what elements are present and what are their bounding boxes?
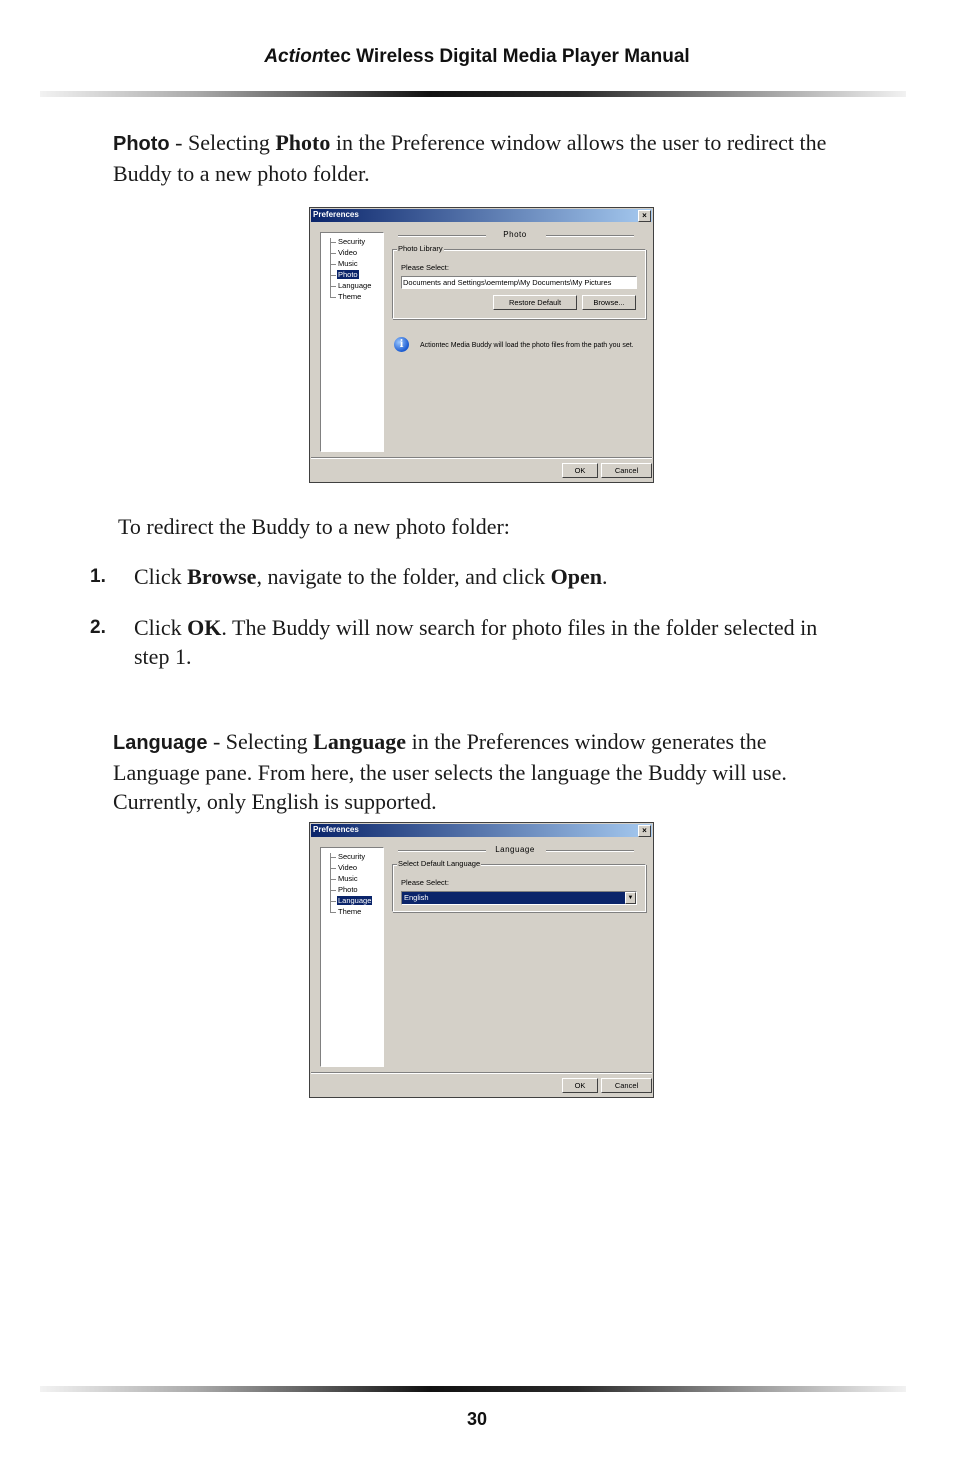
language-preferences-dialog [309, 822, 654, 1098]
language-text-1: - Selecting [207, 729, 314, 754]
tree-item-language[interactable]: Language [338, 896, 372, 905]
dialog-titlebar [311, 209, 652, 222]
photo-bold: Photo [275, 130, 331, 155]
preferences-tree [320, 847, 384, 1067]
tree-item-video[interactable]: Video [338, 863, 358, 872]
info-text: Actiontec Media Buddy will load the photo files from the path you set. [420, 342, 634, 349]
ok-button[interactable]: OK [562, 1078, 598, 1093]
cancel-button[interactable]: Cancel [601, 463, 652, 478]
language-select[interactable] [401, 891, 637, 905]
please-select-label: Please Select: [401, 878, 449, 887]
photo-term: Photo [113, 133, 170, 155]
default-language-group [392, 859, 646, 912]
group-label: Photo Library [398, 244, 443, 253]
pane-title: Photo [503, 230, 527, 239]
tree-item-theme[interactable]: Theme [338, 907, 362, 916]
step-number: 1. [90, 566, 106, 587]
step-number: 2. [90, 617, 106, 638]
photo-path-input[interactable]: Documents and Settings\oemtemp\My Documents\My Pictures [401, 276, 637, 289]
close-icon[interactable]: × [638, 210, 651, 222]
tree-item-video[interactable]: Video [338, 248, 358, 257]
pane-title: Language [495, 845, 535, 854]
chevron-down-icon[interactable]: ▼ [625, 892, 636, 904]
group-label: Select Default Language [398, 859, 481, 868]
please-select-label: Please Select: [401, 263, 449, 272]
page-header [0, 46, 954, 68]
dialog-title: Preferences [313, 825, 359, 834]
ok-button[interactable]: OK [562, 463, 598, 478]
tree-item-language[interactable]: Language [338, 281, 372, 290]
dialog-titlebar [311, 824, 652, 837]
tree-item-photo[interactable]: Photo [338, 885, 358, 894]
restore-default-button[interactable]: Restore Default [493, 295, 577, 310]
language-text-2: in the Preferences window generates the Language pane. From here, the user selects the language the Buddy will use. Currently, only English is supported. [113, 729, 787, 814]
page-number: 30 [466, 1409, 488, 1429]
photo-text-1: - Selecting [169, 130, 276, 155]
tree-item-photo[interactable]: Photo [338, 270, 358, 279]
photo-text-2: in the Preference window allows the user to redirect the Buddy to a new photo folder. [113, 130, 827, 186]
language-paragraph [113, 727, 853, 816]
header-title: tec Wireless Digital Media Player Manual [323, 46, 690, 67]
info-icon: i [394, 337, 409, 352]
language-term: Language [113, 732, 208, 754]
tree-item-music[interactable]: Music [338, 874, 358, 883]
browse-button[interactable]: Browse... [582, 295, 636, 310]
preferences-tree [320, 232, 384, 452]
header-brand: Action [264, 46, 324, 67]
close-icon[interactable]: × [638, 825, 651, 837]
selected-language: English [404, 893, 429, 902]
cancel-button[interactable]: Cancel [601, 1078, 652, 1093]
photo-library-group [392, 244, 646, 319]
tree-item-theme[interactable]: Theme [338, 292, 362, 301]
footer-rule [40, 1386, 906, 1392]
tree-item-security[interactable]: Security [338, 852, 366, 861]
instructions-intro: To redirect the Buddy to a new photo folder: [118, 514, 510, 539]
header-rule [40, 91, 906, 97]
tree-item-security[interactable]: Security [338, 237, 366, 246]
dialog-title: Preferences [313, 210, 359, 219]
photo-paragraph [113, 128, 853, 188]
photo-preferences-dialog [309, 207, 654, 483]
language-bold: Language [313, 729, 407, 754]
tree-item-music[interactable]: Music [338, 259, 358, 268]
